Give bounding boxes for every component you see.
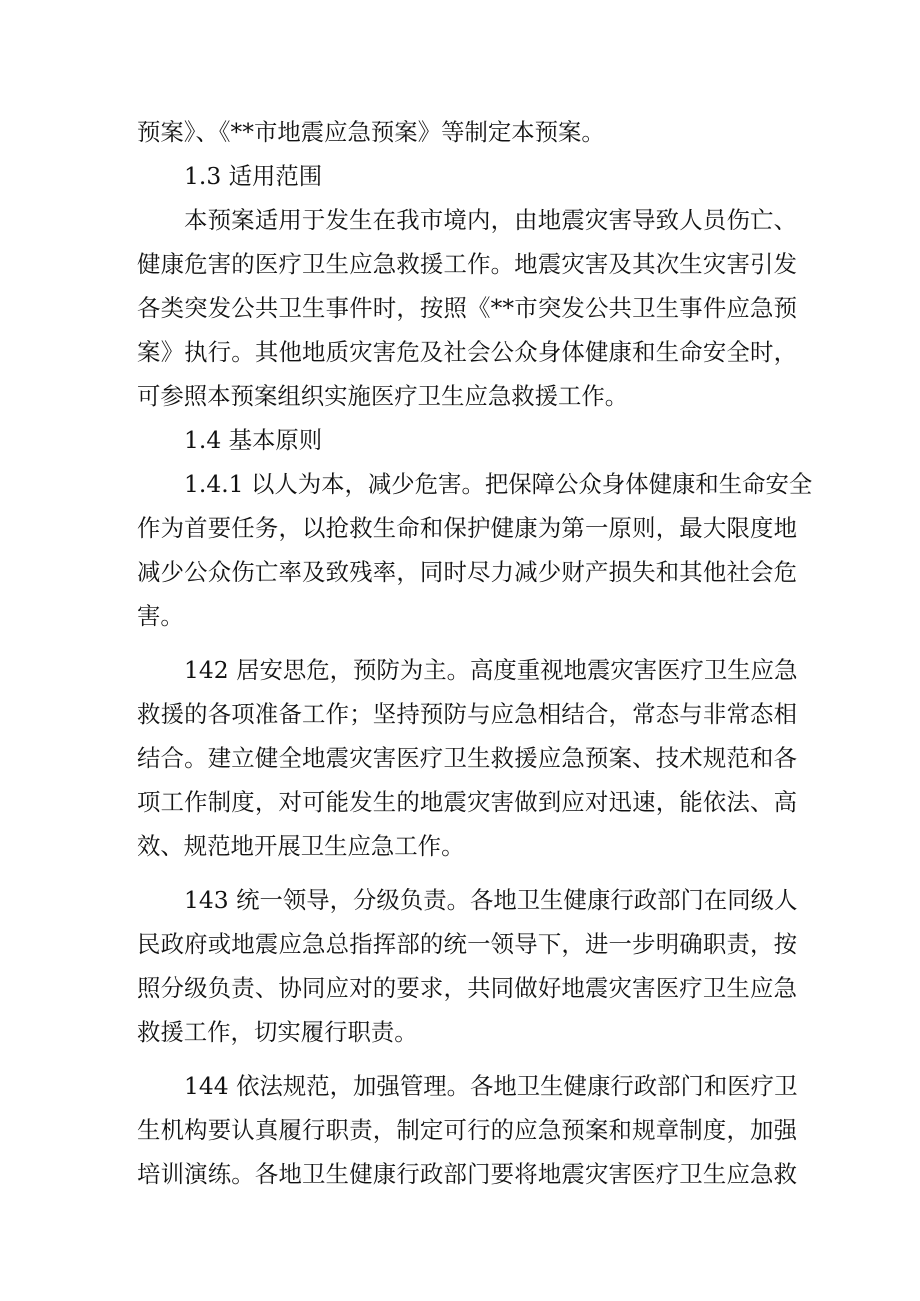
paragraph-principle-143 bbox=[137, 878, 797, 1054]
section-heading-1-3 bbox=[137, 154, 797, 198]
paragraph-spacer bbox=[137, 1054, 797, 1064]
paragraph-scope bbox=[137, 198, 797, 418]
text-line: 案》执行。其他地质灾害危及社会公众身体健康和生命安全时， bbox=[137, 338, 797, 366]
paragraph-principle-1-4-1 bbox=[137, 462, 813, 638]
text-line: 作为首要任务，以抢救生命和保护健康为第一原则，最大限度地 bbox=[137, 514, 797, 542]
text-line: 培训演练。各地卫生健康行政部门要将地震灾害医疗卫生应急救 bbox=[137, 1160, 797, 1188]
text-line: 可参照本预案组织实施医疗卫生应急救援工作。 bbox=[137, 382, 629, 410]
text-line: 效、规范地开展卫生应急工作。 bbox=[137, 832, 465, 860]
heading-text: 1.4 基本原则 bbox=[184, 426, 323, 454]
text-line: 1.4.1 以人为本，减少危害。把保障公众身体健康和生命安全 bbox=[184, 470, 813, 498]
paragraph-principle-142 bbox=[137, 648, 797, 868]
text-line: 照分级负责、协同应对的要求，共同做好地震灾害医疗卫生应急 bbox=[137, 974, 797, 1002]
text-line: 健康危害的医疗卫生应急救援工作。地震灾害及其次生灾害引发 bbox=[137, 250, 797, 278]
text-line: 害。 bbox=[137, 602, 184, 630]
text-line: 143 统一领导，分级负责。各地卫生健康行政部门在同级人 bbox=[184, 886, 798, 914]
text-line: 项工作制度，对可能发生的地震灾害做到应对迅速，能依法、高 bbox=[137, 788, 797, 816]
text-line: 142 居安思危，预防为主。高度重视地震灾害医疗卫生应急 bbox=[184, 656, 798, 684]
text-line: 结合。建立健全地震灾害医疗卫生救援应急预案、技术规范和各 bbox=[137, 744, 797, 772]
text-line: 144 依法规范，加强管理。各地卫生健康行政部门和医疗卫 bbox=[184, 1072, 798, 1100]
paragraph-spacer bbox=[137, 638, 797, 648]
text-line: 民政府或地震应急总指挥部的统一领导下，进一步明确职责，按 bbox=[137, 930, 797, 958]
text-line: 救援工作，切实履行职责。 bbox=[137, 1018, 418, 1046]
text-line: 救援的各项准备工作；坚持预防与应急相结合，常态与非常态相 bbox=[137, 700, 797, 728]
paragraph-principle-144 bbox=[137, 1064, 797, 1196]
paragraph-intro-tail bbox=[137, 110, 797, 154]
paragraph-spacer bbox=[137, 868, 797, 878]
text-line: 减少公众伤亡率及致残率，同时尽力减少财产损失和其他社会危 bbox=[137, 558, 797, 586]
heading-text: 1.3 适用范围 bbox=[184, 162, 323, 190]
text-line: 预案》、《**市地震应急预案》等制定本预案。 bbox=[137, 118, 605, 146]
section-heading-1-4 bbox=[137, 418, 797, 462]
document-body bbox=[137, 110, 813, 1196]
text-line: 生机构要认真履行职责，制定可行的应急预案和规章制度，加强 bbox=[137, 1116, 797, 1144]
text-line: 各类突发公共卫生事件时，按照《**市突发公共卫生事件应急预 bbox=[137, 294, 797, 322]
text-line: 本预案适用于发生在我市境内，由地震灾害导致人员伤亡、 bbox=[184, 206, 797, 234]
